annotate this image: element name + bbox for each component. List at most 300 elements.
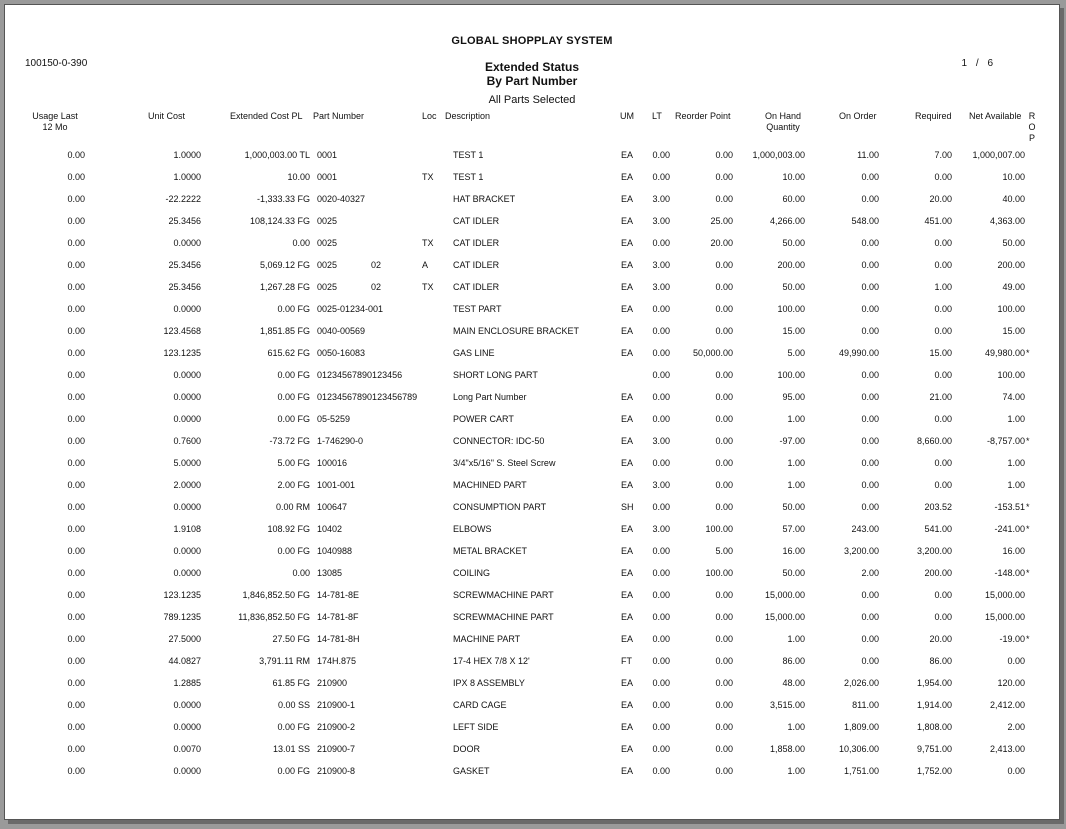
cell-on-order: 2,026.00 [843, 678, 879, 688]
cell-reorder-point: 0.00 [715, 282, 733, 292]
page-current: 1 [961, 58, 968, 69]
cell-net-available: 1.00 [1007, 480, 1025, 490]
cell-description: CARD CAGE [453, 700, 507, 710]
cell-reorder-point: 0.00 [715, 502, 733, 512]
cell-net-available: 50.00 [1002, 238, 1025, 248]
cell-on-order: 0.00 [861, 502, 879, 512]
col-onorder-header: On Order [839, 111, 877, 121]
cell-on-order: 10,306.00 [838, 744, 879, 754]
cell-unit-cost: 1.2885 [173, 678, 201, 688]
cell-on-order: 0.00 [861, 370, 879, 380]
col-description-header: Description [445, 111, 491, 121]
cell-usage: 0.00 [67, 634, 85, 644]
cell-on-hand: 1.00 [787, 458, 805, 468]
cell-usage: 0.00 [67, 524, 85, 534]
table-row [5, 651, 1059, 673]
cell-required: 0.00 [934, 172, 952, 182]
report-page [4, 4, 1060, 820]
cell-unit-cost: 1.0000 [173, 172, 201, 182]
col-required-header: Required [915, 111, 952, 121]
cell-on-order: 0.00 [861, 458, 879, 468]
cell-part-number: 0025 [317, 238, 338, 248]
col-rop-p: P [1028, 133, 1035, 143]
table-row [5, 475, 1059, 497]
cell-reorder-point: 0.00 [715, 700, 733, 710]
col-um-header: UM [620, 111, 634, 121]
cell-lt: 3.00 [652, 260, 670, 270]
cell-reorder-point: 0.00 [715, 634, 733, 644]
cell-net-available: 1.00 [1007, 414, 1025, 424]
page-total: 6 [987, 58, 993, 69]
cell-unit-cost: 0.0000 [173, 502, 201, 512]
cell-description: MACHINED PART [453, 480, 527, 490]
cell-part-number: 1040988 [317, 546, 353, 556]
cell-part-number: 0020-40327 [317, 194, 366, 204]
cell-unit-cost: 2.0000 [173, 480, 201, 490]
cell-um: SH [621, 502, 634, 512]
cell-part-number: 0001 [317, 172, 338, 182]
cell-on-order: 0.00 [861, 656, 879, 666]
col-lt-header: LT [652, 111, 662, 121]
cell-net-available: 15,000.00 [984, 612, 1025, 622]
cell-description: CAT IDLER [453, 282, 500, 292]
cell-part-number: 0050-16083 [317, 348, 366, 358]
cell-extended-cost: 0.00 FG [277, 722, 310, 732]
cell-um: EA [621, 546, 634, 556]
cell-required: 20.00 [929, 634, 952, 644]
cell-um: EA [621, 744, 634, 754]
cell-part-number: 1001-001 [317, 480, 356, 490]
cell-extended-cost: 0.00 FG [277, 392, 310, 402]
cell-unit-cost: 0.0000 [173, 238, 201, 248]
cell-lt: 3.00 [652, 436, 670, 446]
cell-reorder-point: 0.00 [715, 414, 733, 424]
cell-net-available: 2,413.00 [989, 744, 1025, 754]
system-title: GLOBAL SHOPPLAY SYSTEM [451, 35, 613, 47]
cell-um: EA [621, 238, 634, 248]
cell-um: EA [621, 590, 634, 600]
cell-net-available: 10.00 [1002, 172, 1025, 182]
cell-net-available: -19.00 [999, 634, 1025, 644]
cell-unit-cost: 789.1235 [163, 612, 201, 622]
cell-on-hand: 100.00 [777, 304, 805, 314]
cell-usage: 0.00 [67, 326, 85, 336]
cell-reorder-point: 100.00 [705, 568, 733, 578]
cell-rop-flag: * [1026, 502, 1030, 512]
cell-lt: 3.00 [652, 282, 670, 292]
cell-net-available: 40.00 [1002, 194, 1025, 204]
cell-unit-cost: 0.0000 [173, 414, 201, 424]
cell-required: 0.00 [934, 260, 952, 270]
cell-usage: 0.00 [67, 260, 85, 270]
cell-reorder-point: 0.00 [715, 656, 733, 666]
cell-unit-cost: 1.9108 [173, 524, 201, 534]
cell-part-sub: 02 [371, 260, 382, 270]
col-usage-line1: Usage Last [32, 111, 78, 121]
cell-usage: 0.00 [67, 678, 85, 688]
cell-unit-cost: 123.4568 [163, 326, 201, 336]
cell-on-order: 0.00 [861, 414, 879, 424]
cell-um: EA [621, 326, 634, 336]
cell-usage: 0.00 [67, 568, 85, 578]
cell-on-order: 1,751.00 [843, 766, 879, 776]
cell-on-hand: 5.00 [787, 348, 805, 358]
cell-part-number: 0040-00569 [317, 326, 366, 336]
cell-unit-cost: 0.0000 [173, 700, 201, 710]
cell-extended-cost: 3,791.11 RM [259, 656, 310, 666]
cell-extended-cost: 61.85 FG [272, 678, 310, 688]
cell-unit-cost: 1.0000 [173, 150, 201, 160]
report-id: 100150-0-390 [25, 58, 88, 69]
cell-net-available: 15.00 [1002, 326, 1025, 336]
cell-lt: 0.00 [652, 766, 670, 776]
cell-lt: 3.00 [652, 194, 670, 204]
cell-usage: 0.00 [67, 150, 85, 160]
cell-usage: 0.00 [67, 612, 85, 622]
cell-required: 1,752.00 [916, 766, 952, 776]
cell-on-order: 811.00 [852, 700, 879, 710]
cell-reorder-point: 0.00 [715, 392, 733, 402]
cell-usage: 0.00 [67, 194, 85, 204]
cell-description: 3/4"x5/16" S. Steel Screw [453, 458, 556, 468]
cell-on-hand: 50.00 [782, 568, 805, 578]
cell-description: 17-4 HEX 7/8 X 12' [453, 656, 530, 666]
cell-on-hand: 4,266.00 [769, 216, 805, 226]
table-row [5, 761, 1059, 783]
cell-on-hand: 1.00 [787, 766, 805, 776]
col-onhand-header [753, 111, 813, 133]
table-row [5, 409, 1059, 431]
cell-um: EA [621, 524, 634, 534]
cell-net-available: 200.00 [997, 260, 1025, 270]
cell-usage: 0.00 [67, 766, 85, 776]
cell-required: 1,914.00 [916, 700, 952, 710]
cell-description: Long Part Number [453, 392, 527, 402]
cell-um: EA [621, 568, 634, 578]
cell-usage: 0.00 [67, 700, 85, 710]
cell-unit-cost: 0.0000 [173, 392, 201, 402]
cell-usage: 0.00 [67, 546, 85, 556]
cell-reorder-point: 0.00 [715, 194, 733, 204]
cell-on-hand: 15,000.00 [764, 612, 805, 622]
col-rop-o: O [1028, 122, 1036, 132]
cell-reorder-point: 0.00 [715, 458, 733, 468]
cell-lt: 0.00 [652, 370, 670, 380]
cell-on-hand: 15.00 [782, 326, 805, 336]
table-row [5, 233, 1059, 255]
col-usage-header [25, 111, 85, 133]
cell-part-number: 05-5259 [317, 414, 351, 424]
cell-reorder-point: 0.00 [715, 678, 733, 688]
cell-part-number: 0123456789012345678​9 [317, 392, 418, 402]
cell-lt: 0.00 [652, 348, 670, 358]
cell-reorder-point: 0.00 [715, 304, 733, 314]
cell-on-hand: 86.00 [782, 656, 805, 666]
cell-um: EA [621, 414, 634, 424]
cell-um: EA [621, 172, 634, 182]
cell-usage: 0.00 [67, 370, 85, 380]
cell-extended-cost: 1,851.85 FG [259, 326, 310, 336]
cell-on-hand: 1,858.00 [769, 744, 805, 754]
cell-description: LEFT SIDE [453, 722, 499, 732]
table-row [5, 519, 1059, 541]
cell-usage: 0.00 [67, 722, 85, 732]
cell-um: EA [621, 348, 634, 358]
cell-part-number: 1-746290-0 [317, 436, 364, 446]
cell-lt: 0.00 [652, 744, 670, 754]
cell-usage: 0.00 [67, 304, 85, 314]
cell-extended-cost: 0.00 FG [277, 370, 310, 380]
col-onhand-line1: On Hand [764, 111, 802, 121]
cell-on-hand: 200.00 [777, 260, 805, 270]
cell-on-hand: 95.00 [782, 392, 805, 402]
cell-description: CAT IDLER [453, 260, 500, 270]
cell-net-available: 16.00 [1002, 546, 1025, 556]
col-unit-cost-header: Unit Cost [148, 111, 186, 121]
cell-on-order: 1,809.00 [843, 722, 879, 732]
cell-on-order: 0.00 [861, 634, 879, 644]
cell-loc: A [422, 260, 429, 270]
table-row [5, 343, 1059, 365]
cell-extended-cost: 0.00 RM [275, 502, 310, 512]
cell-extended-cost: 0.00 [292, 568, 310, 578]
cell-lt: 3.00 [652, 524, 670, 534]
cell-net-available: 49.00 [1002, 282, 1025, 292]
cell-on-order: 0.00 [861, 326, 879, 336]
cell-usage: 0.00 [67, 656, 85, 666]
cell-um: EA [621, 150, 634, 160]
cell-part-number: 0025-01234-001 [317, 304, 384, 314]
cell-extended-cost: 1,267.28 FG [259, 282, 310, 292]
cell-unit-cost: 0.0000 [173, 546, 201, 556]
cell-net-available: -153.51 [994, 502, 1025, 512]
cell-unit-cost: 123.1235 [163, 348, 201, 358]
cell-on-hand: 50.00 [782, 502, 805, 512]
cell-lt: 0.00 [652, 722, 670, 732]
cell-part-number: 210900-8 [317, 766, 356, 776]
cell-lt: 0.00 [652, 392, 670, 402]
cell-reorder-point: 0.00 [715, 172, 733, 182]
cell-part-number: 14-781-8H [317, 634, 360, 644]
cell-usage: 0.00 [67, 436, 85, 446]
cell-um: EA [621, 678, 634, 688]
table-row [5, 717, 1059, 739]
cell-part-number: 01234567890123456 [317, 370, 403, 380]
cell-um: EA [621, 216, 634, 226]
cell-net-available: -148.00 [994, 568, 1025, 578]
col-ext-cost-header: Extended Cost PL [230, 111, 303, 121]
cell-um: EA [621, 436, 634, 446]
cell-lt: 3.00 [652, 216, 670, 226]
cell-required: 0.00 [934, 370, 952, 380]
cell-part-number: 210900-7 [317, 744, 356, 754]
cell-part-number: 100647 [317, 502, 348, 512]
cell-on-hand: 15,000.00 [764, 590, 805, 600]
cell-on-order: 0.00 [861, 194, 879, 204]
cell-reorder-point: 0.00 [715, 590, 733, 600]
cell-um: EA [621, 700, 634, 710]
cell-unit-cost: -22.2222 [165, 194, 201, 204]
cell-reorder-point: 0.00 [715, 612, 733, 622]
cell-required: 451.00 [924, 216, 952, 226]
cell-on-order: 3,200.00 [843, 546, 879, 556]
cell-required: 9,751.00 [916, 744, 952, 754]
cell-um: EA [621, 194, 634, 204]
cell-reorder-point: 0.00 [715, 480, 733, 490]
cell-um: EA [621, 612, 634, 622]
cell-net-available: 2.00 [1007, 722, 1025, 732]
cell-required: 1,808.00 [916, 722, 952, 732]
cell-description: MACHINE PART [453, 634, 521, 644]
cell-extended-cost: 0.00 FG [277, 304, 310, 314]
col-rop-r: R [1028, 111, 1036, 121]
col-net-available-header: Net Available [969, 111, 1022, 121]
cell-description: ELBOWS [453, 524, 492, 534]
cell-part-number: 100016 [317, 458, 348, 468]
cell-lt: 0.00 [652, 590, 670, 600]
cell-um: FT [621, 656, 632, 666]
cell-description: GASKET [453, 766, 490, 776]
cell-unit-cost: 5.0000 [173, 458, 201, 468]
cell-on-hand: 1.00 [787, 480, 805, 490]
cell-lt: 0.00 [652, 568, 670, 578]
cell-extended-cost: -73.72 FG [269, 436, 310, 446]
cell-part-number: 13085 [317, 568, 343, 578]
col-usage-line2: 12 Mo [42, 122, 68, 132]
cell-loc: TX [422, 172, 434, 182]
cell-on-order: 49,990.00 [838, 348, 879, 358]
cell-on-order: 0.00 [861, 172, 879, 182]
report-title [5, 60, 1059, 88]
cell-reorder-point: 0.00 [715, 260, 733, 270]
cell-loc: TX [422, 238, 434, 248]
cell-required: 7.00 [934, 150, 952, 160]
cell-on-order: 0.00 [861, 260, 879, 270]
cell-reorder-point: 20.00 [710, 238, 733, 248]
col-onhand-line2: Quantity [766, 122, 800, 132]
col-reorder-header: Reorder Point [675, 111, 731, 121]
cell-on-order: 0.00 [861, 612, 879, 622]
cell-unit-cost: 25.3456 [168, 282, 201, 292]
cell-required: 0.00 [934, 458, 952, 468]
cell-unit-cost: 0.0000 [173, 304, 201, 314]
cell-required: 200.00 [924, 568, 952, 578]
table-row [5, 739, 1059, 761]
cell-on-hand: 10.00 [782, 172, 805, 182]
cell-on-order: 0.00 [861, 480, 879, 490]
cell-um: EA [621, 634, 634, 644]
cell-description: TEST 1 [453, 172, 484, 182]
cell-extended-cost: 0.00 FG [277, 766, 310, 776]
cell-net-available: 0.00 [1007, 656, 1025, 666]
cell-net-available: 100.00 [997, 304, 1025, 314]
report-rows [5, 145, 1059, 783]
cell-part-number: 0025 [317, 260, 338, 270]
cell-required: 15.00 [929, 348, 952, 358]
cell-reorder-point: 0.00 [715, 326, 733, 336]
cell-um: EA [621, 260, 634, 270]
cell-extended-cost: 1,846,852.50 FG [242, 590, 310, 600]
cell-required: 20.00 [929, 194, 952, 204]
cell-usage: 0.00 [67, 590, 85, 600]
table-row [5, 189, 1059, 211]
cell-on-hand: -97.00 [779, 436, 805, 446]
cell-on-hand: 60.00 [782, 194, 805, 204]
cell-usage: 0.00 [67, 238, 85, 248]
cell-extended-cost: 0.00 SS [277, 700, 310, 710]
cell-required: 1,954.00 [916, 678, 952, 688]
cell-part-number: 14-781-8E [317, 590, 360, 600]
cell-net-available: -241.00 [994, 524, 1025, 534]
cell-part-number: 0025 [317, 282, 338, 292]
cell-extended-cost: 0.00 [292, 238, 310, 248]
cell-description: TEST 1 [453, 150, 484, 160]
cell-net-available: 120.00 [997, 678, 1025, 688]
cell-description: SHORT LONG PART [453, 370, 538, 380]
cell-description: DOOR [453, 744, 480, 754]
cell-lt: 0.00 [652, 414, 670, 424]
cell-unit-cost: 27.5000 [168, 634, 201, 644]
cell-usage: 0.00 [67, 414, 85, 424]
cell-um: EA [621, 722, 634, 732]
cell-net-available: 15,000.00 [984, 590, 1025, 600]
cell-required: 0.00 [934, 612, 952, 622]
table-row [5, 453, 1059, 475]
cell-part-number: 10402 [317, 524, 343, 534]
cell-unit-cost: 0.0000 [173, 568, 201, 578]
cell-unit-cost: 44.0827 [168, 656, 201, 666]
cell-required: 541.00 [924, 524, 952, 534]
cell-extended-cost: 13.01 SS [272, 744, 310, 754]
cell-lt: 0.00 [652, 634, 670, 644]
table-row [5, 387, 1059, 409]
cell-usage: 0.00 [67, 502, 85, 512]
cell-on-hand: 48.00 [782, 678, 805, 688]
table-row [5, 167, 1059, 189]
cell-um: EA [621, 304, 634, 314]
cell-lt: 0.00 [652, 172, 670, 182]
cell-reorder-point: 0.00 [715, 744, 733, 754]
cell-description: HAT BRACKET [453, 194, 516, 204]
cell-lt: 0.00 [652, 656, 670, 666]
cell-reorder-point: 50,000.00 [692, 348, 733, 358]
cell-um: EA [621, 480, 634, 490]
cell-reorder-point: 0.00 [715, 370, 733, 380]
cell-required: 8,660.00 [916, 436, 952, 446]
cell-reorder-point: 0.00 [715, 150, 733, 160]
cell-lt: 0.00 [652, 150, 670, 160]
cell-on-order: 0.00 [861, 590, 879, 600]
cell-loc: TX [422, 282, 434, 292]
table-row [5, 497, 1059, 519]
cell-description: SCREWMACHINE PART [453, 590, 554, 600]
cell-lt: 0.00 [652, 612, 670, 622]
table-row [5, 145, 1059, 167]
cell-reorder-point: 25.00 [710, 216, 733, 226]
cell-on-hand: 57.00 [782, 524, 805, 534]
cell-unit-cost: 0.0070 [173, 744, 201, 754]
cell-on-hand: 16.00 [782, 546, 805, 556]
table-row [5, 255, 1059, 277]
cell-extended-cost: 10.00 [287, 172, 310, 182]
cell-reorder-point: 100.00 [705, 524, 733, 534]
cell-extended-cost: 2.00 FG [277, 480, 310, 490]
table-row [5, 585, 1059, 607]
cell-rop-flag: * [1026, 436, 1030, 446]
cell-net-available: 1,000,007.00 [972, 150, 1025, 160]
cell-description: IPX 8 ASSEMBLY [453, 678, 525, 688]
cell-required: 86.00 [929, 656, 952, 666]
